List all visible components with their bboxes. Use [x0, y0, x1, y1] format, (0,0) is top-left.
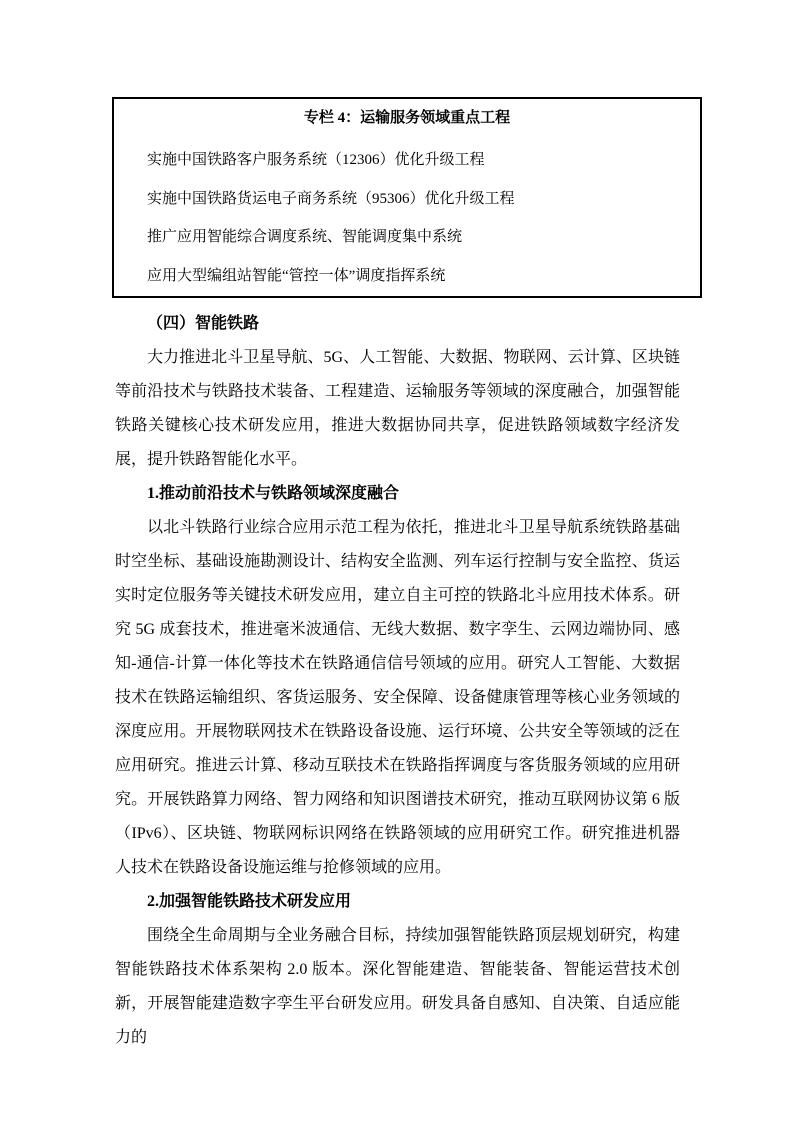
- section-heading-frontier-tech: 1.推动前沿技术与铁路领域深度融合: [147, 485, 400, 502]
- section-heading-rd-application: 2.加强智能铁路技术研发应用: [147, 893, 352, 910]
- section-paragraph: 围绕全生命周期与全业务融合目标，持续加强智能铁路顶层规划研究，构建智能铁路技术体系架构 2.0 版本。深化智能建造、智能装备、智能运营技术创新，开展智能建造数字孪生平台研发应用。研发具备自感知、自决策、自适应能力的: [115, 927, 680, 1046]
- highlight-box-item-list: [147, 141, 700, 295]
- highlight-box-item: 推广应用智能综合调度系统、智能调度集中系统: [147, 229, 463, 245]
- document-body: [115, 307, 680, 1055]
- highlight-box-item: 实施中国铁路客户服务系统（12306）优化升级工程: [147, 152, 485, 168]
- section-paragraph: 以北斗铁路行业综合应用示范工程为依托，推进北斗卫星导航系统铁路基础时空坐标、基础设施勘测设计、结构安全监测、列车运行控制与安全监控、货运实时定位服务等关键技术研发应用，建立自主可控的铁路北斗应用技术体系。研究 5G 成套技术，推进毫米波通信、无线大数据、数字孪生、云网边端协同、感知-通信-计算一体化等技术在铁路通信信号领域的应用。研究人工智能、大数据技术在铁路运输组织、客货运服务、安全保障、设备健康管理等核心业务领域的深度应用。开展物联网技术在铁路设备设施、运行环境、公共安全等领域的泛在应用研究。推进云计算、移动互联技术在铁路指挥调度与客货服务领域的应用研究。开展铁路算力网络、智力网络和知识图谱技术研究，推动互联网协议第 6 版（IPv6）、区块链、物联网标识网络在铁路领域的应用研究工作。研究推进机器人技术在铁路设备设施运维与抢修领域的应用。: [115, 519, 680, 876]
- section-paragraph: 大力推进北斗卫星导航、5G、人工智能、大数据、物联网、云计算、区块链等前沿技术与铁路技术装备、工程建造、运输服务等领域的深度融合，加强智能铁路关键核心技术研发应用，推进大数据协同共享，促进铁路领域数字经济发展，提升铁路智能化水平。: [115, 349, 680, 468]
- section-heading-smart-railway: （四）智能铁路: [147, 315, 260, 332]
- highlight-box-item: 应用大型编组站智能“管控一体”调度指挥系统: [147, 267, 446, 284]
- highlight-box-title: 专栏 4：运输服务领域重点工程: [303, 110, 511, 126]
- highlight-box-item: 实施中国铁路货运电子商务系统（95306）优化升级工程: [147, 190, 515, 207]
- highlight-box: [112, 97, 702, 298]
